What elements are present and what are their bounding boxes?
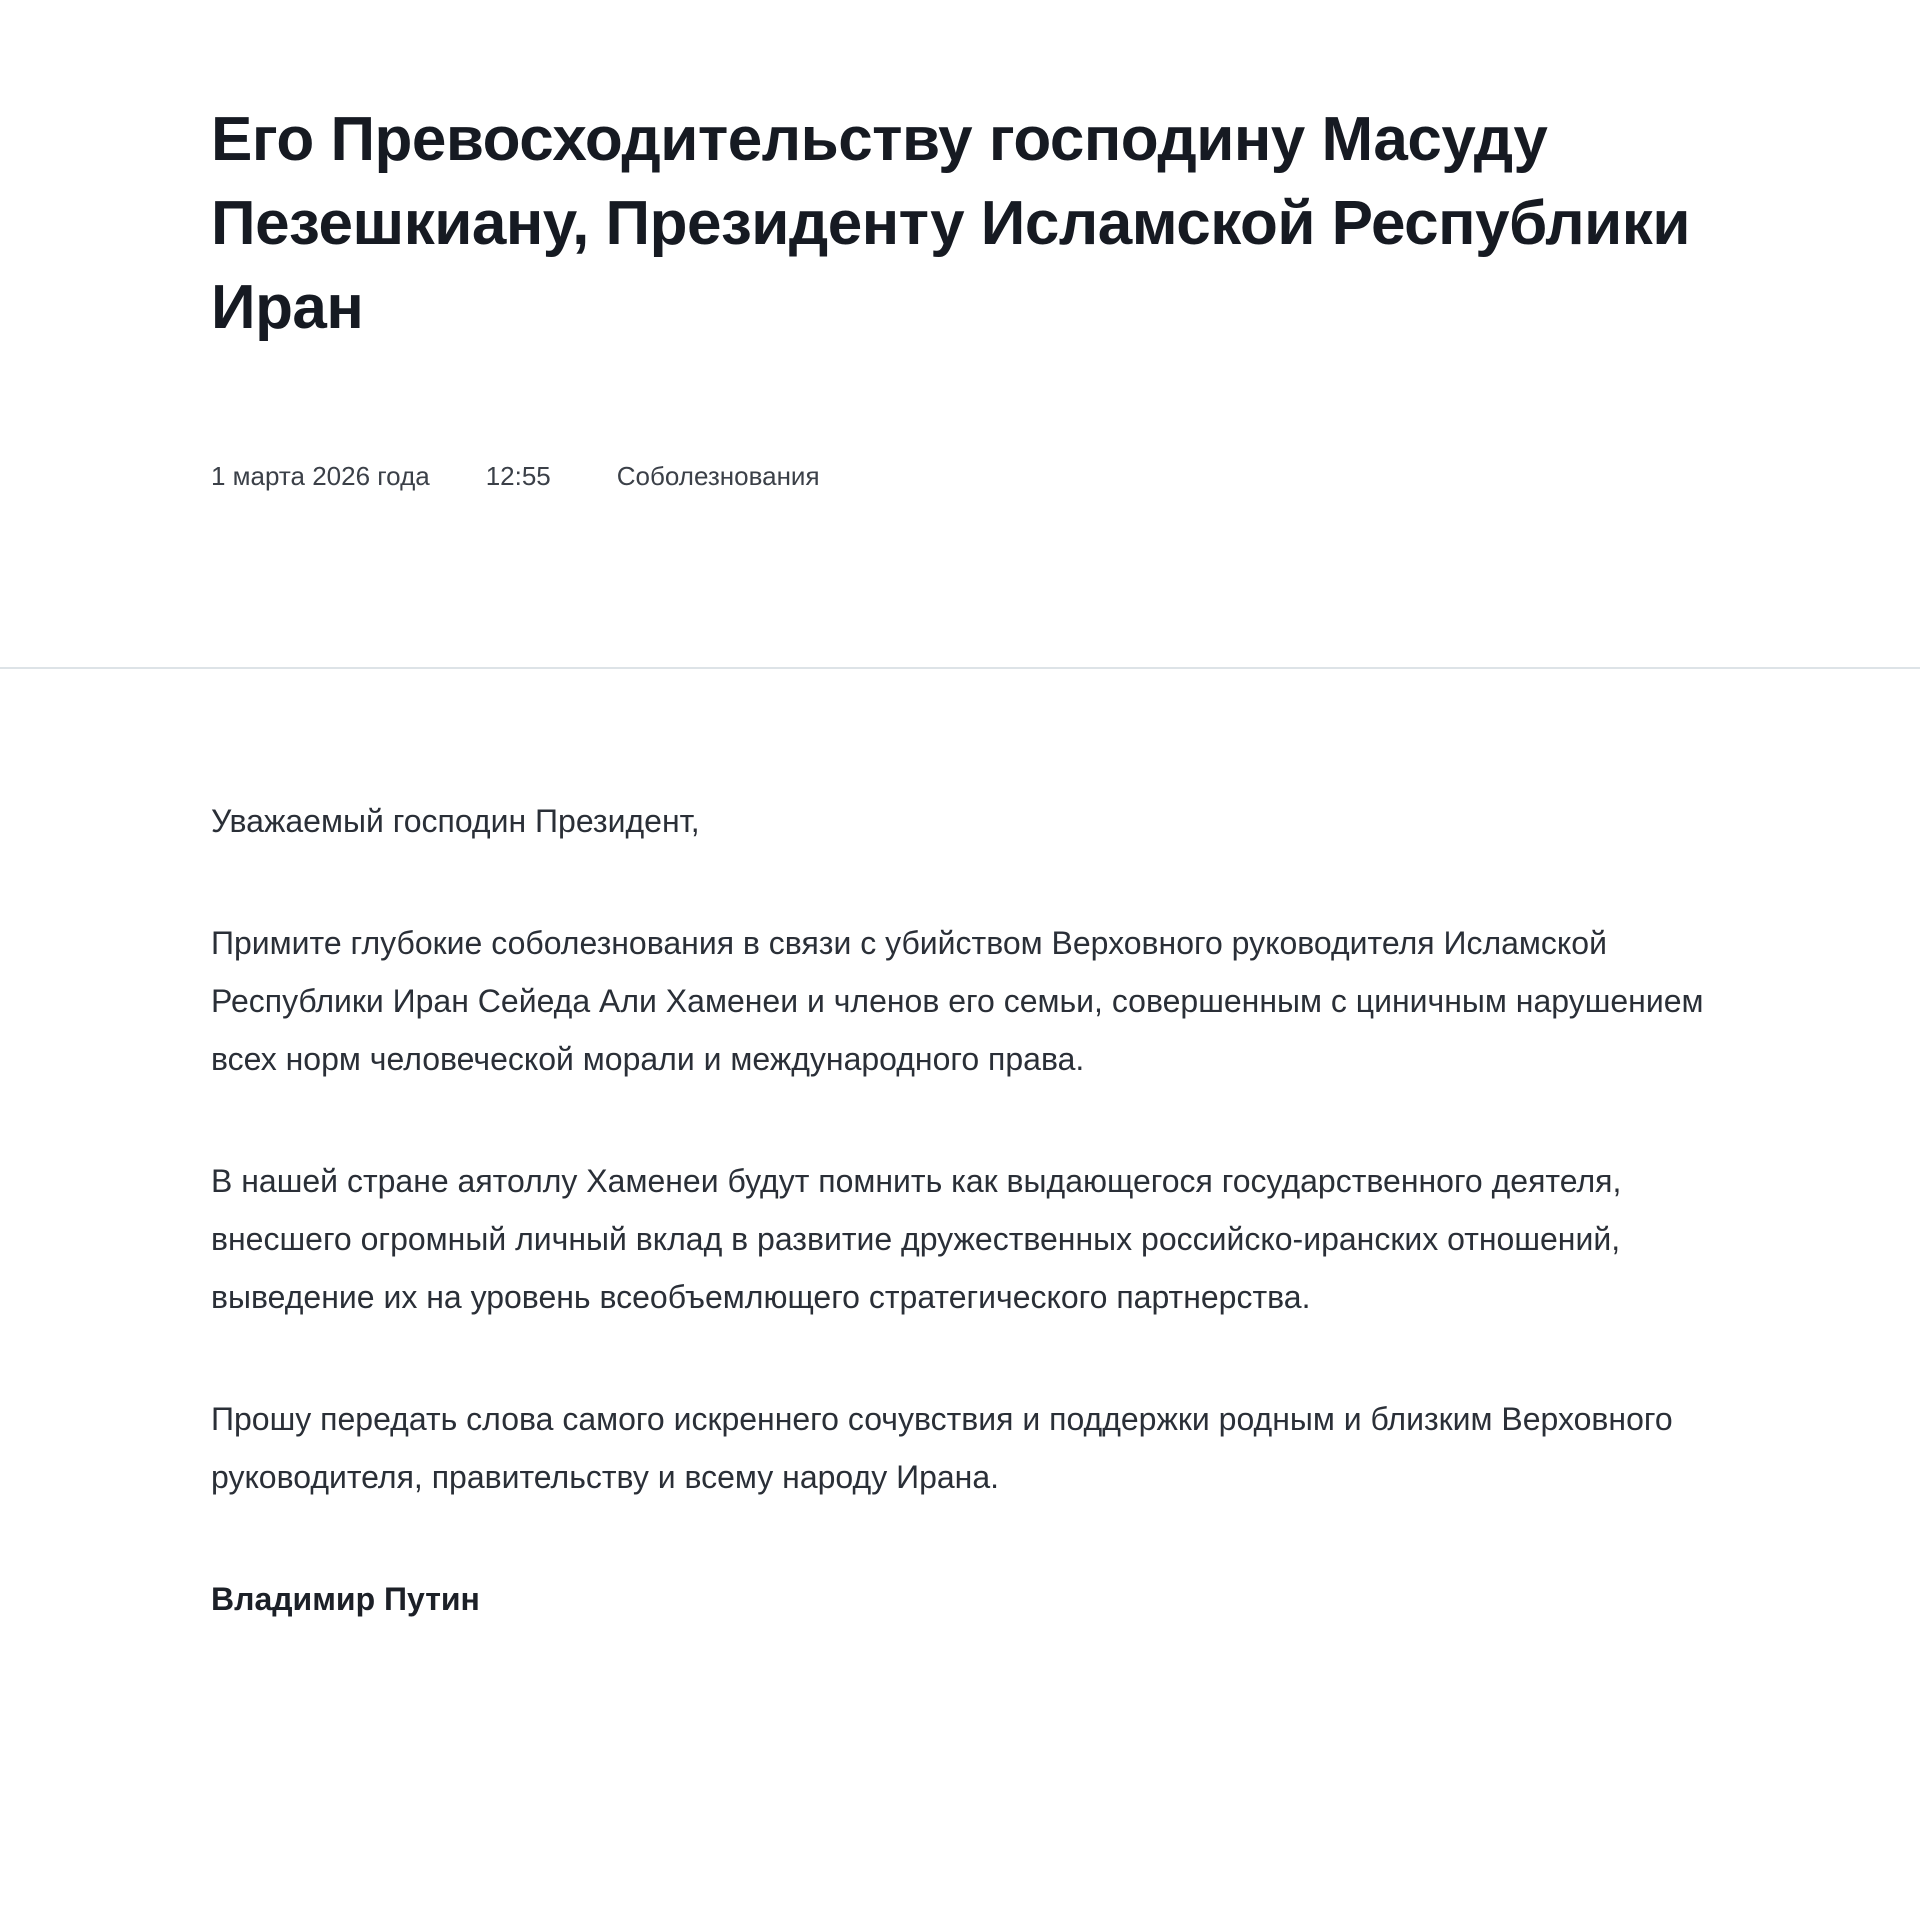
greeting: Уважаемый господин Президент,	[211, 803, 700, 839]
article-body	[211, 792, 1711, 1692]
signature: Владимир Путин	[211, 1581, 480, 1617]
header-divider	[0, 667, 1920, 669]
article-meta	[211, 458, 820, 494]
article-header	[0, 0, 1920, 668]
category-link[interactable]: Соболезнования	[616, 460, 820, 491]
page-title: Его Превосходительству господину Масуду Пезешкиану, Президенту Исламской Республики Иран	[211, 105, 1690, 342]
publication-date: 1 марта 2026 года	[211, 460, 430, 491]
publication-time: 12:55	[485, 460, 551, 491]
paragraph: Примите глубокие соболезнования в связи с убийством Верховного руководителя Исламской Республики Иран Сейеда Али Хаменеи и членов его семьи, совершенным с циничным нарушением всех норм человеческой морали и международного права.	[211, 925, 1704, 1077]
paragraph: В нашей стране аятоллу Хаменеи будут помнить как выдающегося государственного деятеля, внесшего огромный личный вклад в развитие дружественных российско-иранских отношений, выведение их на уровень всеобъемлющего стратегического партнерства.	[211, 1163, 1622, 1315]
paragraph: Прошу передать слова самого искреннего сочувствия и поддержки родным и близким Верховного руководителя, правительству и всему народу Ирана.	[211, 1401, 1673, 1495]
